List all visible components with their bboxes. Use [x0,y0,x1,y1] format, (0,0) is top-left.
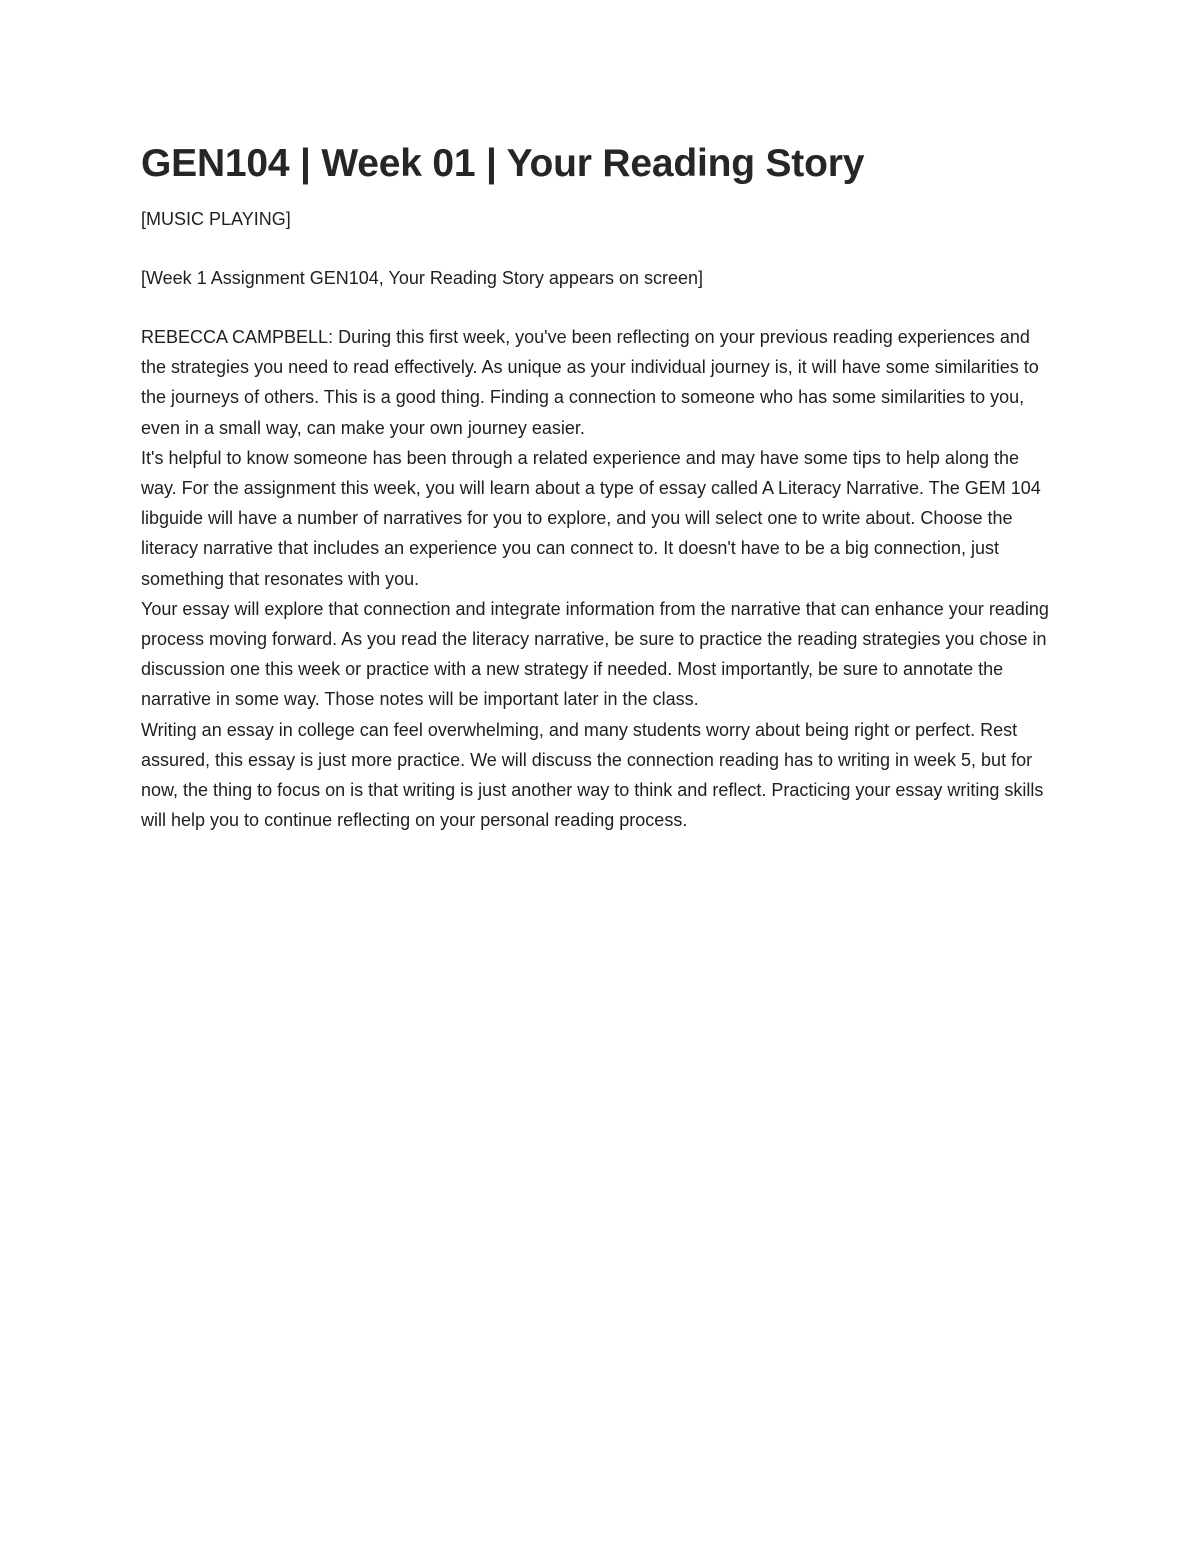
transcript-paragraph: REBECCA CAMPBELL: During this first week, you've been reflecting on your previous reading experiences and the strategies you need to read effectively. As unique as your individual journey is, it will have some similarities to the journeys of others. This is a good thing. Finding a connection to someone who has some similarities to you, even in a small way, can make your own journey easier. [141,327,1039,438]
transcript-paragraph: It's helpful to know someone has been through a related experience and may have some tips to help along the way. For the assignment this week, you will learn about a type of essay called A Literacy Narrative. The GEM 104 libguide will have a number of narratives for you to explore, and you will select one to write about. Choose the literacy narrative that includes an experience you can connect to. It doesn't have to be a big connection, just something that resonates with you. [141,447,1041,589]
transcript-paragraph: Writing an essay in college can feel overwhelming, and many students worry about being right or perfect. Rest assured, this essay is just more practice. We will discuss the connection reading has to writing in week 5, but for now, the thing to focus on is that writing is just another way to think and reflect. Practicing your essay writing skills will help you to continue reflecting on your personal reading process. [141,719,1044,831]
music-cue: [MUSIC PLAYING] [141,209,291,229]
transcript-paragraph: Your essay will explore that connection and integrate information from the narrative that can enhance your reading process moving forward. As you read the literacy narrative, be sure to practice the reading strategies you chose in discussion one this week or practice with a new strategy if needed. Most importantly, be sure to annotate the narrative in some way. Those notes will be important later in the class. [141,598,1049,710]
transcript-body [141,322,1056,835]
document-title: GEN104 | Week 01 | Your Reading Story [141,142,865,185]
document-page [141,140,1056,835]
screen-cue: [Week 1 Assignment GEN104, Your Reading Story appears on screen] [141,268,703,288]
